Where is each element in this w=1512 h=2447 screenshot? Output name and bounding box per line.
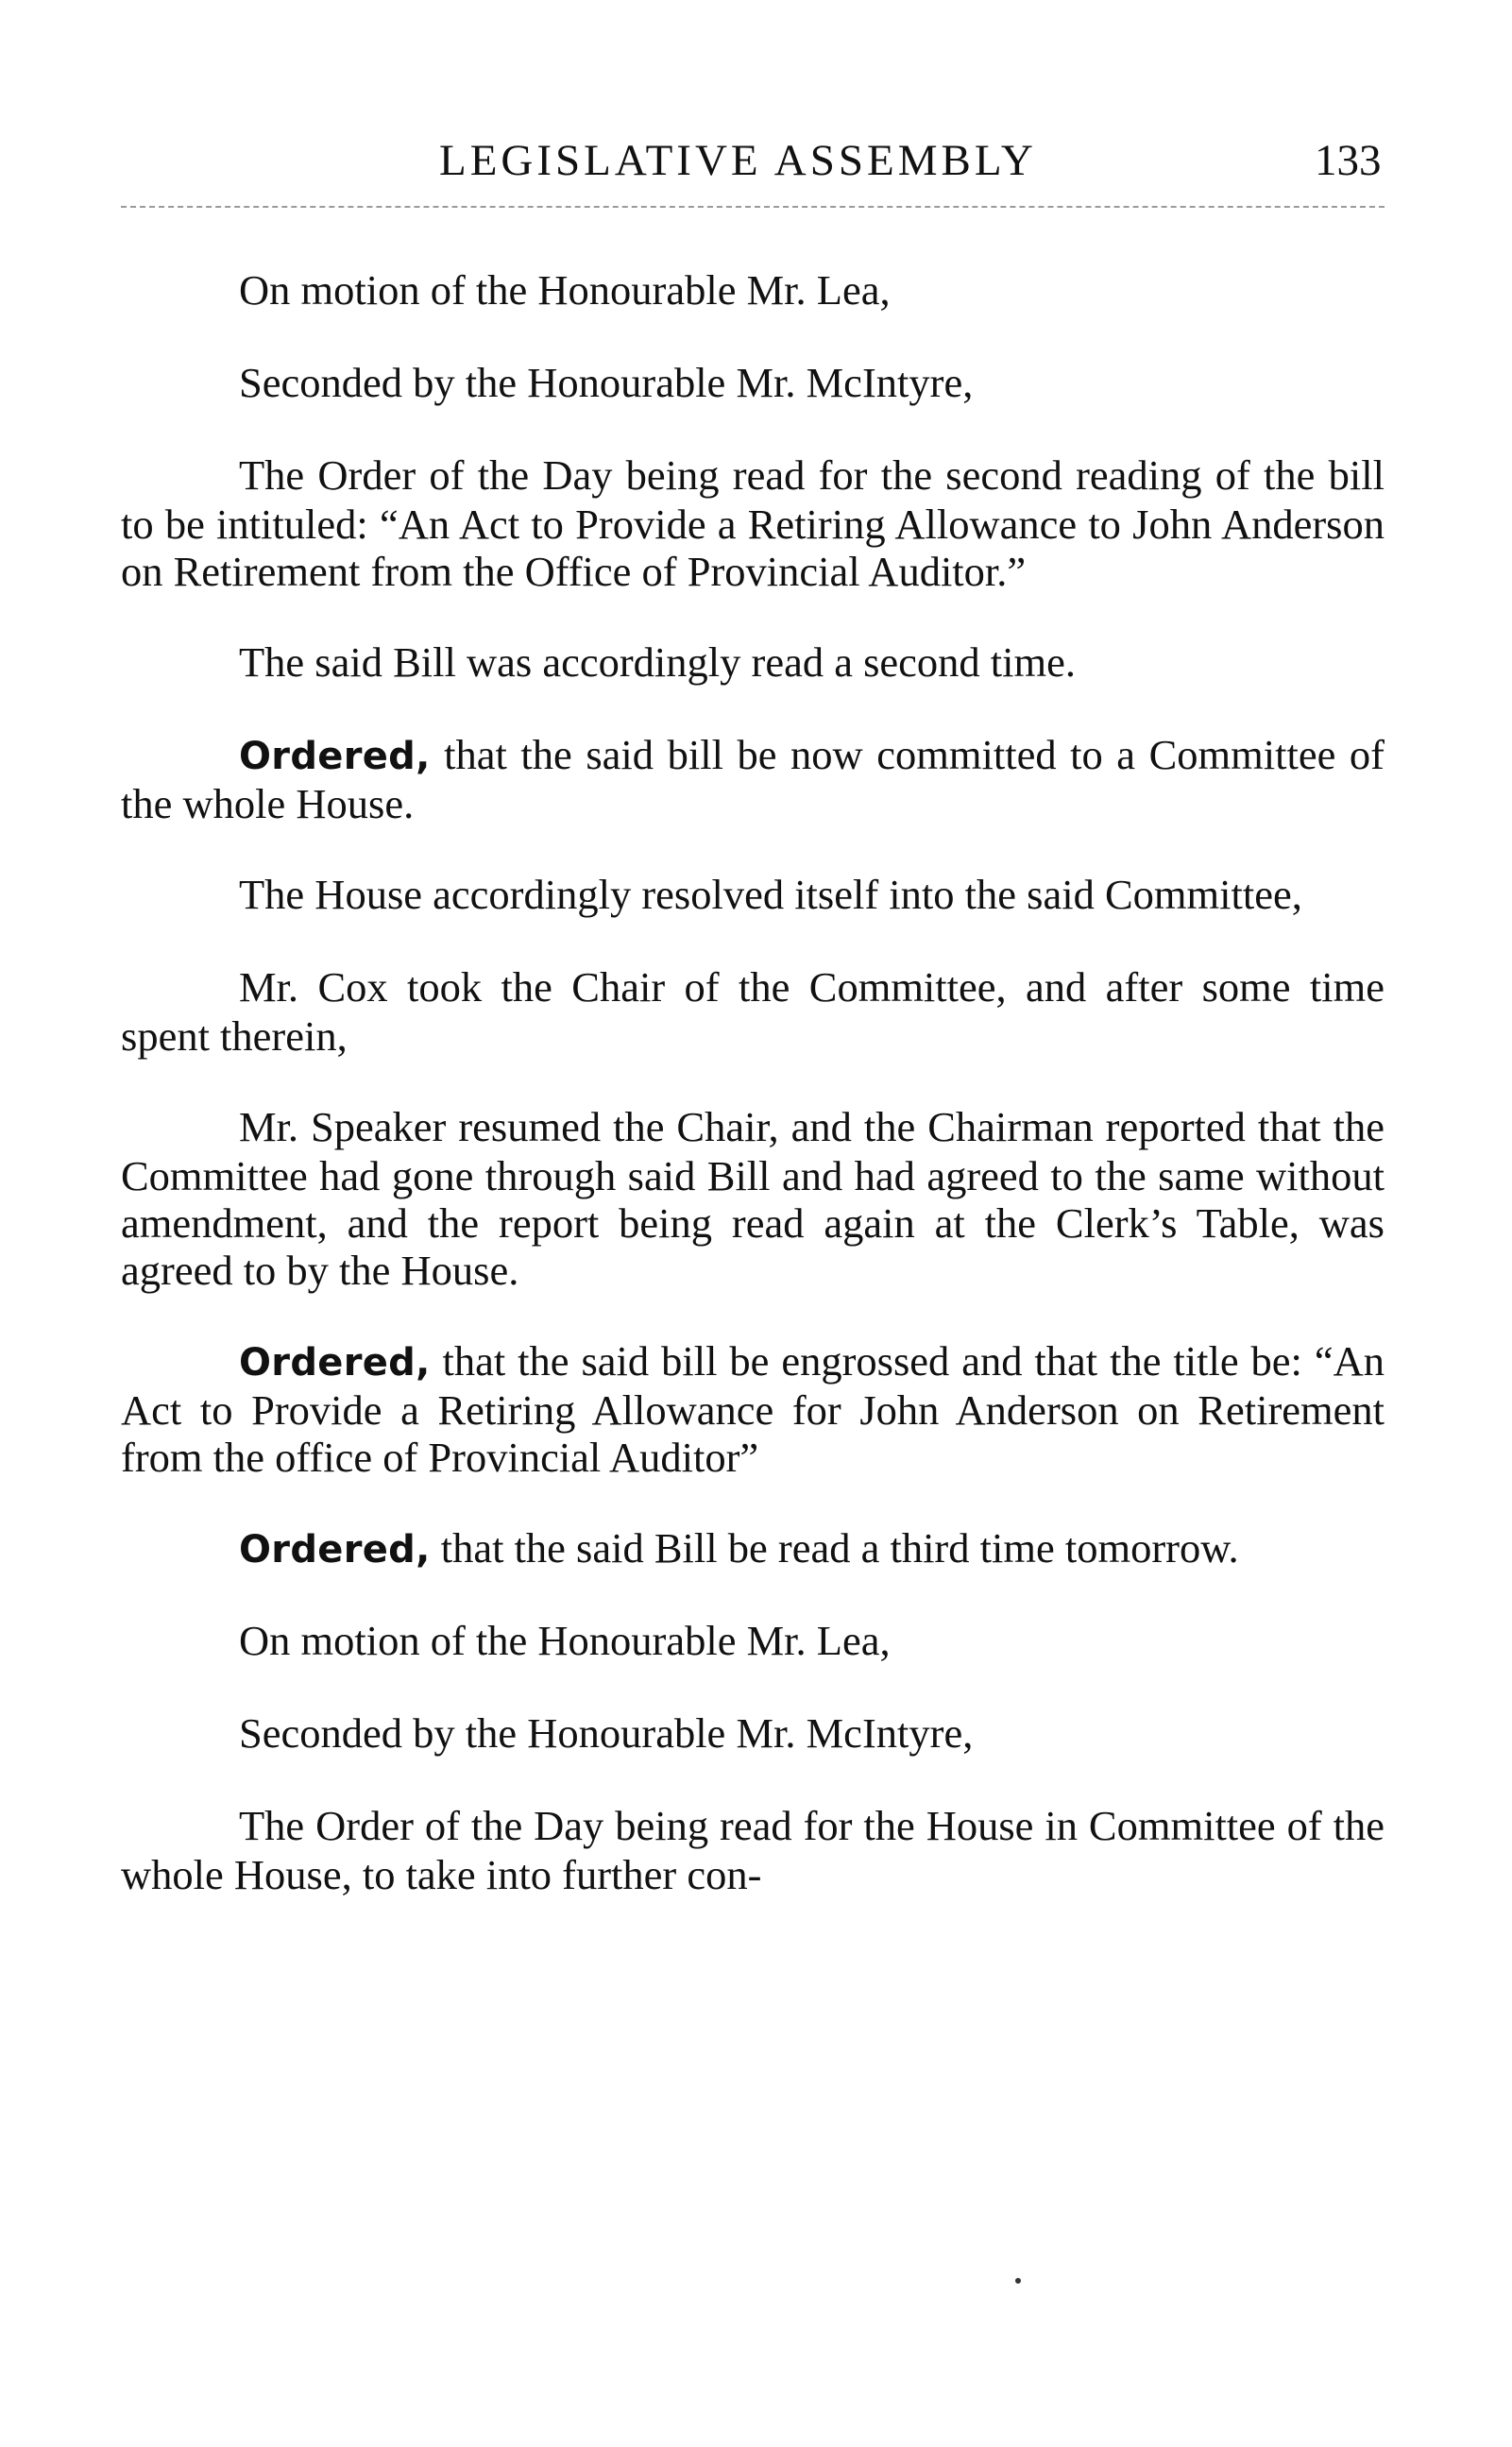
- paragraph-text: Seconded by the Honourable Mr. McIntyre,: [239, 1709, 974, 1757]
- paragraph-text: that the said bill be engrossed and that the title be: “An Act to Provide a Retiring Allowance for John Anderson on Retirement from the office of Provincial Auditor”: [121, 1337, 1385, 1481]
- paragraph-text: On motion of the Honourable Mr. Lea,: [239, 266, 891, 314]
- paragraph-text: The said Bill was accordingly read a second time.: [239, 638, 1077, 686]
- paragraph-ordered-third-reading: [121, 1524, 1385, 1573]
- paragraph-lead: Ordered,: [239, 1528, 431, 1572]
- paragraph-text: On motion of the Honourable Mr. Lea,: [239, 1617, 891, 1664]
- paragraph-text: The Order of the Day being read for the second reading of the bill to be intituled: “An Act to Provide a Retiring Allowance to John Anderson on Retirement from the Office of Provincial Auditor.”: [121, 451, 1385, 595]
- paragraph-order-of-day: [121, 451, 1385, 595]
- paragraph-ordered-engrossed: [121, 1337, 1385, 1481]
- paragraph-text: The House accordingly resolved itself into the said Committee,: [239, 871, 1302, 918]
- paragraph-text: Mr. Cox took the Chair of the Committee, and after some time spent therein,: [121, 963, 1385, 1060]
- paragraph-lead: Ordered,: [239, 735, 431, 778]
- paragraph-second-reading: [121, 638, 1385, 688]
- paragraph-ordered-committed: [121, 731, 1385, 827]
- paragraph-seconded-2: [121, 1709, 1385, 1759]
- running-head: LEGISLATIVE ASSEMBLY: [439, 136, 1037, 185]
- paragraph-motion-2: [121, 1617, 1385, 1666]
- paragraph-speaker-resumed: [121, 1103, 1385, 1294]
- page-header: [0, 132, 1512, 189]
- body-text: [121, 266, 1385, 1942]
- paragraph-text: The Order of the Day being read for the House in Committee of the whole House, to take into further con-: [121, 1802, 1385, 1898]
- page-number: 133: [1315, 136, 1382, 185]
- paragraph-order-of-day-2: [121, 1802, 1385, 1898]
- print-speck: [1015, 2278, 1021, 2284]
- paragraph-text: Seconded by the Honourable Mr. McIntyre,: [239, 359, 974, 406]
- paragraph-lead: Ordered,: [239, 1341, 431, 1385]
- paragraph-motion: [121, 266, 1385, 315]
- paragraph-seconded: [121, 359, 1385, 408]
- paragraph-chair-taken: [121, 963, 1385, 1060]
- paragraph-text: that the said Bill be read a third time tomorrow.: [430, 1524, 1239, 1572]
- paragraph-house-resolved: [121, 871, 1385, 920]
- header-rule: [121, 206, 1385, 208]
- paragraph-text: Mr. Speaker resumed the Chair, and the Chairman reported that the Committee had gone through said Bill and had agreed to the same without amendment, and the report being read again at the Clerk’s Table, was agreed to by the House.: [121, 1103, 1385, 1294]
- paragraph-text: that the said bill be now committed to a Committee of the whole House.: [121, 731, 1385, 827]
